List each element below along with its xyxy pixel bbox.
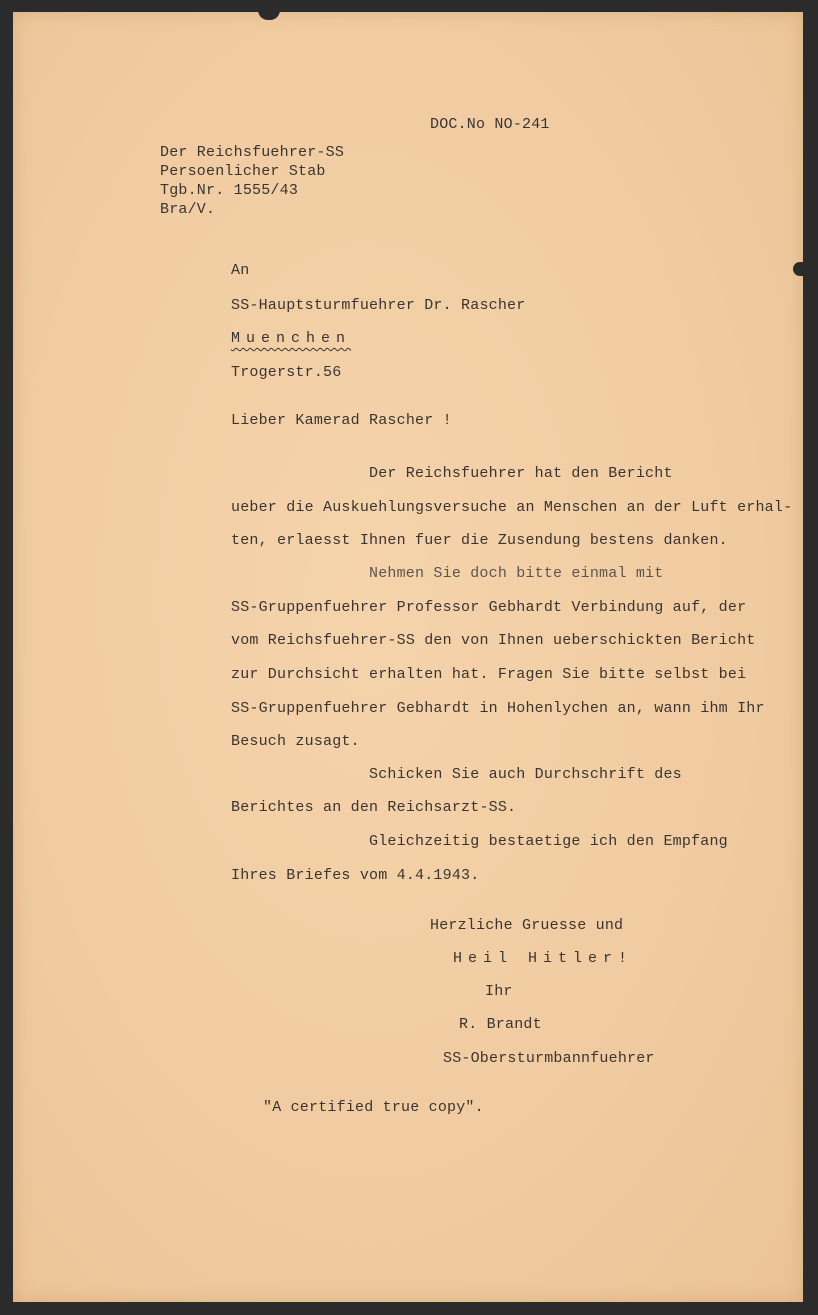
closing-ihr: Ihr: [485, 983, 513, 1000]
body-line: Besuch zusagt.: [231, 733, 360, 750]
body-line: Der Reichsfuehrer hat den Bericht: [369, 465, 673, 482]
body-line: ueber die Auskuehlungsversuche an Menschen an der Luft erhal-: [231, 499, 793, 516]
body-line: SS-Gruppenfuehrer Professor Gebhardt Verbindung auf, der: [231, 599, 747, 616]
sender-line: Persoenlicher Stab: [160, 163, 326, 180]
signer-rank: SS-Obersturmbannfuehrer: [443, 1050, 655, 1067]
salutation: Lieber Kamerad Rascher !: [231, 412, 452, 429]
certification-note: "A certified true copy".: [263, 1099, 484, 1116]
recipient-street: Trogerstr.56: [231, 364, 342, 381]
body-line: ten, erlaesst Ihnen fuer die Zusendung bestens danken.: [231, 532, 728, 549]
body-line: Schicken Sie auch Durchschrift des: [369, 766, 682, 783]
sender-line: Bra/V.: [160, 201, 216, 218]
body-line: SS-Gruppenfuehrer Gebhardt in Hohenlychen an, wann ihm Ihr: [231, 700, 765, 717]
recipient-city: Muenchen: [231, 330, 352, 347]
recipient-to: An: [231, 262, 250, 279]
doc-number: DOC.No NO-241: [430, 116, 550, 133]
closing-heil: Heil Hitler!: [453, 950, 634, 967]
signer-name: R. Brandt: [459, 1016, 542, 1033]
document-page: [13, 12, 803, 1302]
sender-line: Der Reichsfuehrer-SS: [160, 144, 345, 161]
body-line: Berichtes an den Reichsarzt-SS.: [231, 799, 517, 816]
body-line: vom Reichsfuehrer-SS den von Ihnen ueberschickten Bericht: [231, 632, 756, 649]
body-line: Gleichzeitig bestaetige ich den Empfang: [369, 833, 728, 850]
recipient-name: SS-Hauptsturmfuehrer Dr. Rascher: [231, 297, 526, 314]
body-line: Nehmen Sie doch bitte einmal mit: [369, 565, 664, 582]
closing-greeting: Herzliche Gruesse und: [430, 917, 624, 934]
paper-tear: [793, 262, 807, 276]
paper-tear: [258, 10, 280, 20]
body-line: zur Durchsicht erhalten hat. Fragen Sie bitte selbst bei: [231, 666, 747, 683]
sender-line: Tgb.Nr. 1555/43: [160, 182, 299, 199]
body-line: Ihres Briefes vom 4.4.1943.: [231, 867, 480, 884]
